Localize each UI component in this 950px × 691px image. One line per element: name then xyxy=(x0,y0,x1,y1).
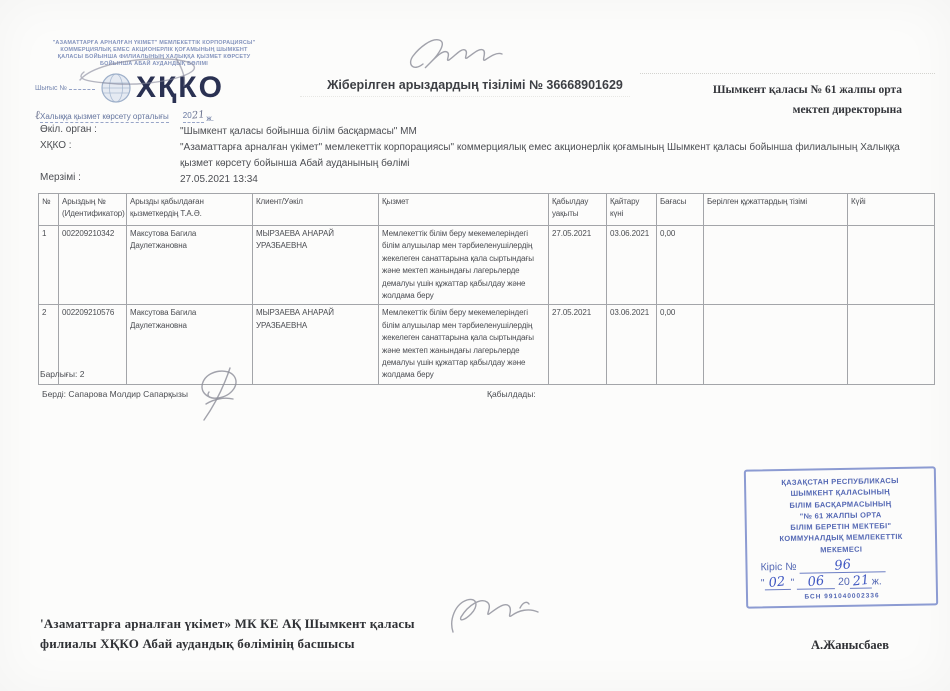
table-row xyxy=(39,226,935,305)
handwritten-year: 21 xyxy=(191,108,205,122)
received-by-line: Қабылдады: xyxy=(487,389,536,399)
col-header-accept-time: Қабылдау уақыты xyxy=(549,194,607,226)
meta-row-date xyxy=(40,172,925,188)
meta-value: 27.05.2021 13:34 xyxy=(180,174,258,185)
applications-table xyxy=(38,193,935,385)
stamp-line: ҚАЗАҚСТАН РЕСПУБЛИКАСЫ xyxy=(781,475,899,488)
logo-micro-line: БОЙЫНША АБАЙ АУДАНДЫҚ БӨЛІМІ xyxy=(99,61,209,68)
month-line xyxy=(797,573,835,591)
handwritten-tick-mark xyxy=(518,598,532,612)
meta-label: Өкіл. орган : xyxy=(40,124,97,135)
year-prefix: 20 xyxy=(837,575,850,588)
table-row xyxy=(39,305,935,384)
cell-employee: Максутова Багила Даулетжановна xyxy=(127,305,253,384)
day-line xyxy=(764,574,790,591)
handwritten-signature-issuer xyxy=(190,362,250,426)
cell-documents xyxy=(704,305,848,384)
meta-row-hkko xyxy=(40,140,925,171)
signatory-name: А.Жанысбаев xyxy=(811,638,889,652)
cell-number: 1 xyxy=(39,226,59,305)
cell-client: МЫРЗАЕВА АНАРАЙ УРАЗБАЕВНА xyxy=(253,226,379,305)
cell-return-date: 03.06.2021 xyxy=(607,226,657,305)
quote-mark: " xyxy=(760,577,765,590)
handwritten-mark: ℓ xyxy=(34,107,41,122)
recipient-line: мектеп директорына xyxy=(792,104,902,117)
cell-return-date: 03.06.2021 xyxy=(607,305,657,384)
handwritten-day: 02 xyxy=(768,574,787,591)
handwritten-signature-top xyxy=(405,30,510,78)
col-header-return-date: Қайтару күні xyxy=(607,194,657,226)
cell-status xyxy=(848,305,935,384)
meta-value: "Шымкент қаласы бойынша білім басқармасы" ММ xyxy=(180,126,417,137)
col-header-documents: Берілген құжаттардың тізімі xyxy=(704,194,848,226)
cell-number: 2 xyxy=(39,305,59,384)
handwritten-year: 21 xyxy=(851,572,870,590)
stamp-bsn-number: БСН 991040002336 xyxy=(804,592,880,601)
table-header-row xyxy=(39,194,935,226)
stamp-entry-number-row xyxy=(750,558,932,574)
scan-artifact-line xyxy=(640,73,935,74)
meta-label: Мерзімі : xyxy=(40,172,81,183)
stamp-line: ШЫМКЕНТ ҚАЛАСЫНЫҢ xyxy=(790,487,890,499)
scan-artifact-line xyxy=(300,96,630,97)
year-line xyxy=(850,572,872,590)
cell-employee: Максутова Багила Даулетжановна xyxy=(127,226,253,305)
recipient-line: Шымкент қаласы № 61 жалпы орта xyxy=(712,84,902,96)
issued-by-line: Берді: Сапарова Молдир Сапарқызы xyxy=(42,389,188,399)
cell-accept-time: 27.05.2021 xyxy=(549,226,607,305)
logo-subtitle: Халыққа қызмет көрсету орталығы xyxy=(40,111,169,121)
cell-price: 0,00 xyxy=(657,226,704,305)
entry-registration-stamp xyxy=(744,466,938,608)
stamp-line: МЕКЕМЕСІ xyxy=(820,544,863,554)
recipient-block xyxy=(650,80,902,120)
logo-micro-line: "АЗАМАТТАРҒА АРНАЛҒАН ҮКІМЕТ" МЕМЛЕКЕТТІК КОРПОРАЦИЯСЫ" xyxy=(52,40,256,46)
meta-row-org xyxy=(40,124,925,140)
col-header-price: Бағасы xyxy=(657,194,704,226)
cell-service: Мемлекеттік білім беру мекемелеріндегі білім алушылар мен тәрбиеленушілердің жекелеген санаттарына қала сыртындағы және мектеп жанындағы лагерьлерде демалуы үшін құжаттар қабылдау және жолдама беру xyxy=(379,226,549,305)
quote-mark: " xyxy=(790,576,795,589)
cell-accept-time: 27.05.2021 xyxy=(549,305,607,384)
total-count: Барлығы: 2 xyxy=(40,369,85,379)
col-header-status: Күйі xyxy=(848,194,935,226)
year-suffix: ж. xyxy=(206,113,214,123)
year-prefix: 20 xyxy=(182,110,192,120)
stamp-line: "№ 61 ЖАЛПЫ ОРТА xyxy=(799,510,882,521)
col-header-employee: Арызды қабылдаған қызметкердің Т.А.Ә. xyxy=(127,194,253,226)
col-header-client: Клиент/Уәкіл xyxy=(253,194,379,226)
cell-status xyxy=(848,226,935,305)
cell-application-id: 002209210576 xyxy=(59,305,127,384)
cell-application-id: 002209210342 xyxy=(59,226,127,305)
handwritten-month: 06 xyxy=(807,573,826,591)
logo-micro-line: ҚАЛАСЫ БОЙЫНША ФИЛИАЛЫНЫҢ ХАЛЫҚҚА ҚЫЗМЕТ КӨРСЕТУ xyxy=(57,54,251,61)
meta-label: ХҚКО : xyxy=(40,140,72,151)
cell-price: 0,00 xyxy=(657,305,704,384)
logo-micro-line: КОММЕРЦИЯЛЫҚ ЕМЕС АКЦИОНЕРЛІК ҚОҒАМЫНЫҢ ШЫМКЕНТ xyxy=(60,47,248,54)
stamp-date-row xyxy=(751,574,933,590)
cell-service: Мемлекеттік білім беру мекемелеріндегі білім алушылар мен тәрбиеленушілердің жекелеген санаттарына қала сыртындағы және мектеп жанындағы лагерьлерде демалуы үшін құжаттар қабылдау және жолдама беру xyxy=(379,305,549,384)
footer-org-line: филиалы ХҚКО Абай аудандық бөлімінің басшысы xyxy=(40,636,355,652)
logo-year-line xyxy=(183,110,205,123)
logo-subtitle-row xyxy=(35,108,273,123)
col-header-service: Қызмет xyxy=(379,194,549,226)
stamp-line: БІЛІМ БЕРЕТІН МЕКТЕБІ" xyxy=(790,521,892,532)
entry-number-line xyxy=(799,556,885,574)
handwritten-entry-number: 96 xyxy=(833,556,852,574)
cell-client: МЫРЗАЕВА АНАРАЙ УРАЗБАЕВНА xyxy=(253,305,379,384)
meta-value: "Азаматтарға арналған үкімет" мемлекеттік корпорациясы" коммерциялық емес акционерлік қоғамының Шымкент қаласы бойынша филиалының Халыққа қызмет көрсету бойынша Абай ауданының бөлімі xyxy=(180,142,900,169)
col-header-application-id: Арыздың № (Идентификатор) xyxy=(59,194,127,226)
outgoing-label-text: Шығыс № xyxy=(35,85,67,93)
entry-number-label: Кіріс № xyxy=(760,560,797,574)
col-header-number: № xyxy=(39,194,59,226)
stamp-line: КОММУНАЛДЫҚ МЕМЛЕКЕТТІК xyxy=(779,532,903,544)
year-suffix: ж. xyxy=(871,575,882,588)
stamp-line: БІЛІМ БАСҚАРМАСЫНЫҢ xyxy=(789,498,892,510)
logo-acronym: ХҚКО xyxy=(135,70,224,104)
footer-org-line: 'Азаматтарға арналған үкімет» МК КЕ АҚ Шымкент қаласы xyxy=(40,616,415,631)
cell-documents xyxy=(704,226,848,305)
document-title: Жіберілген арыздардың тізілімі № 36668901629 xyxy=(327,78,623,92)
